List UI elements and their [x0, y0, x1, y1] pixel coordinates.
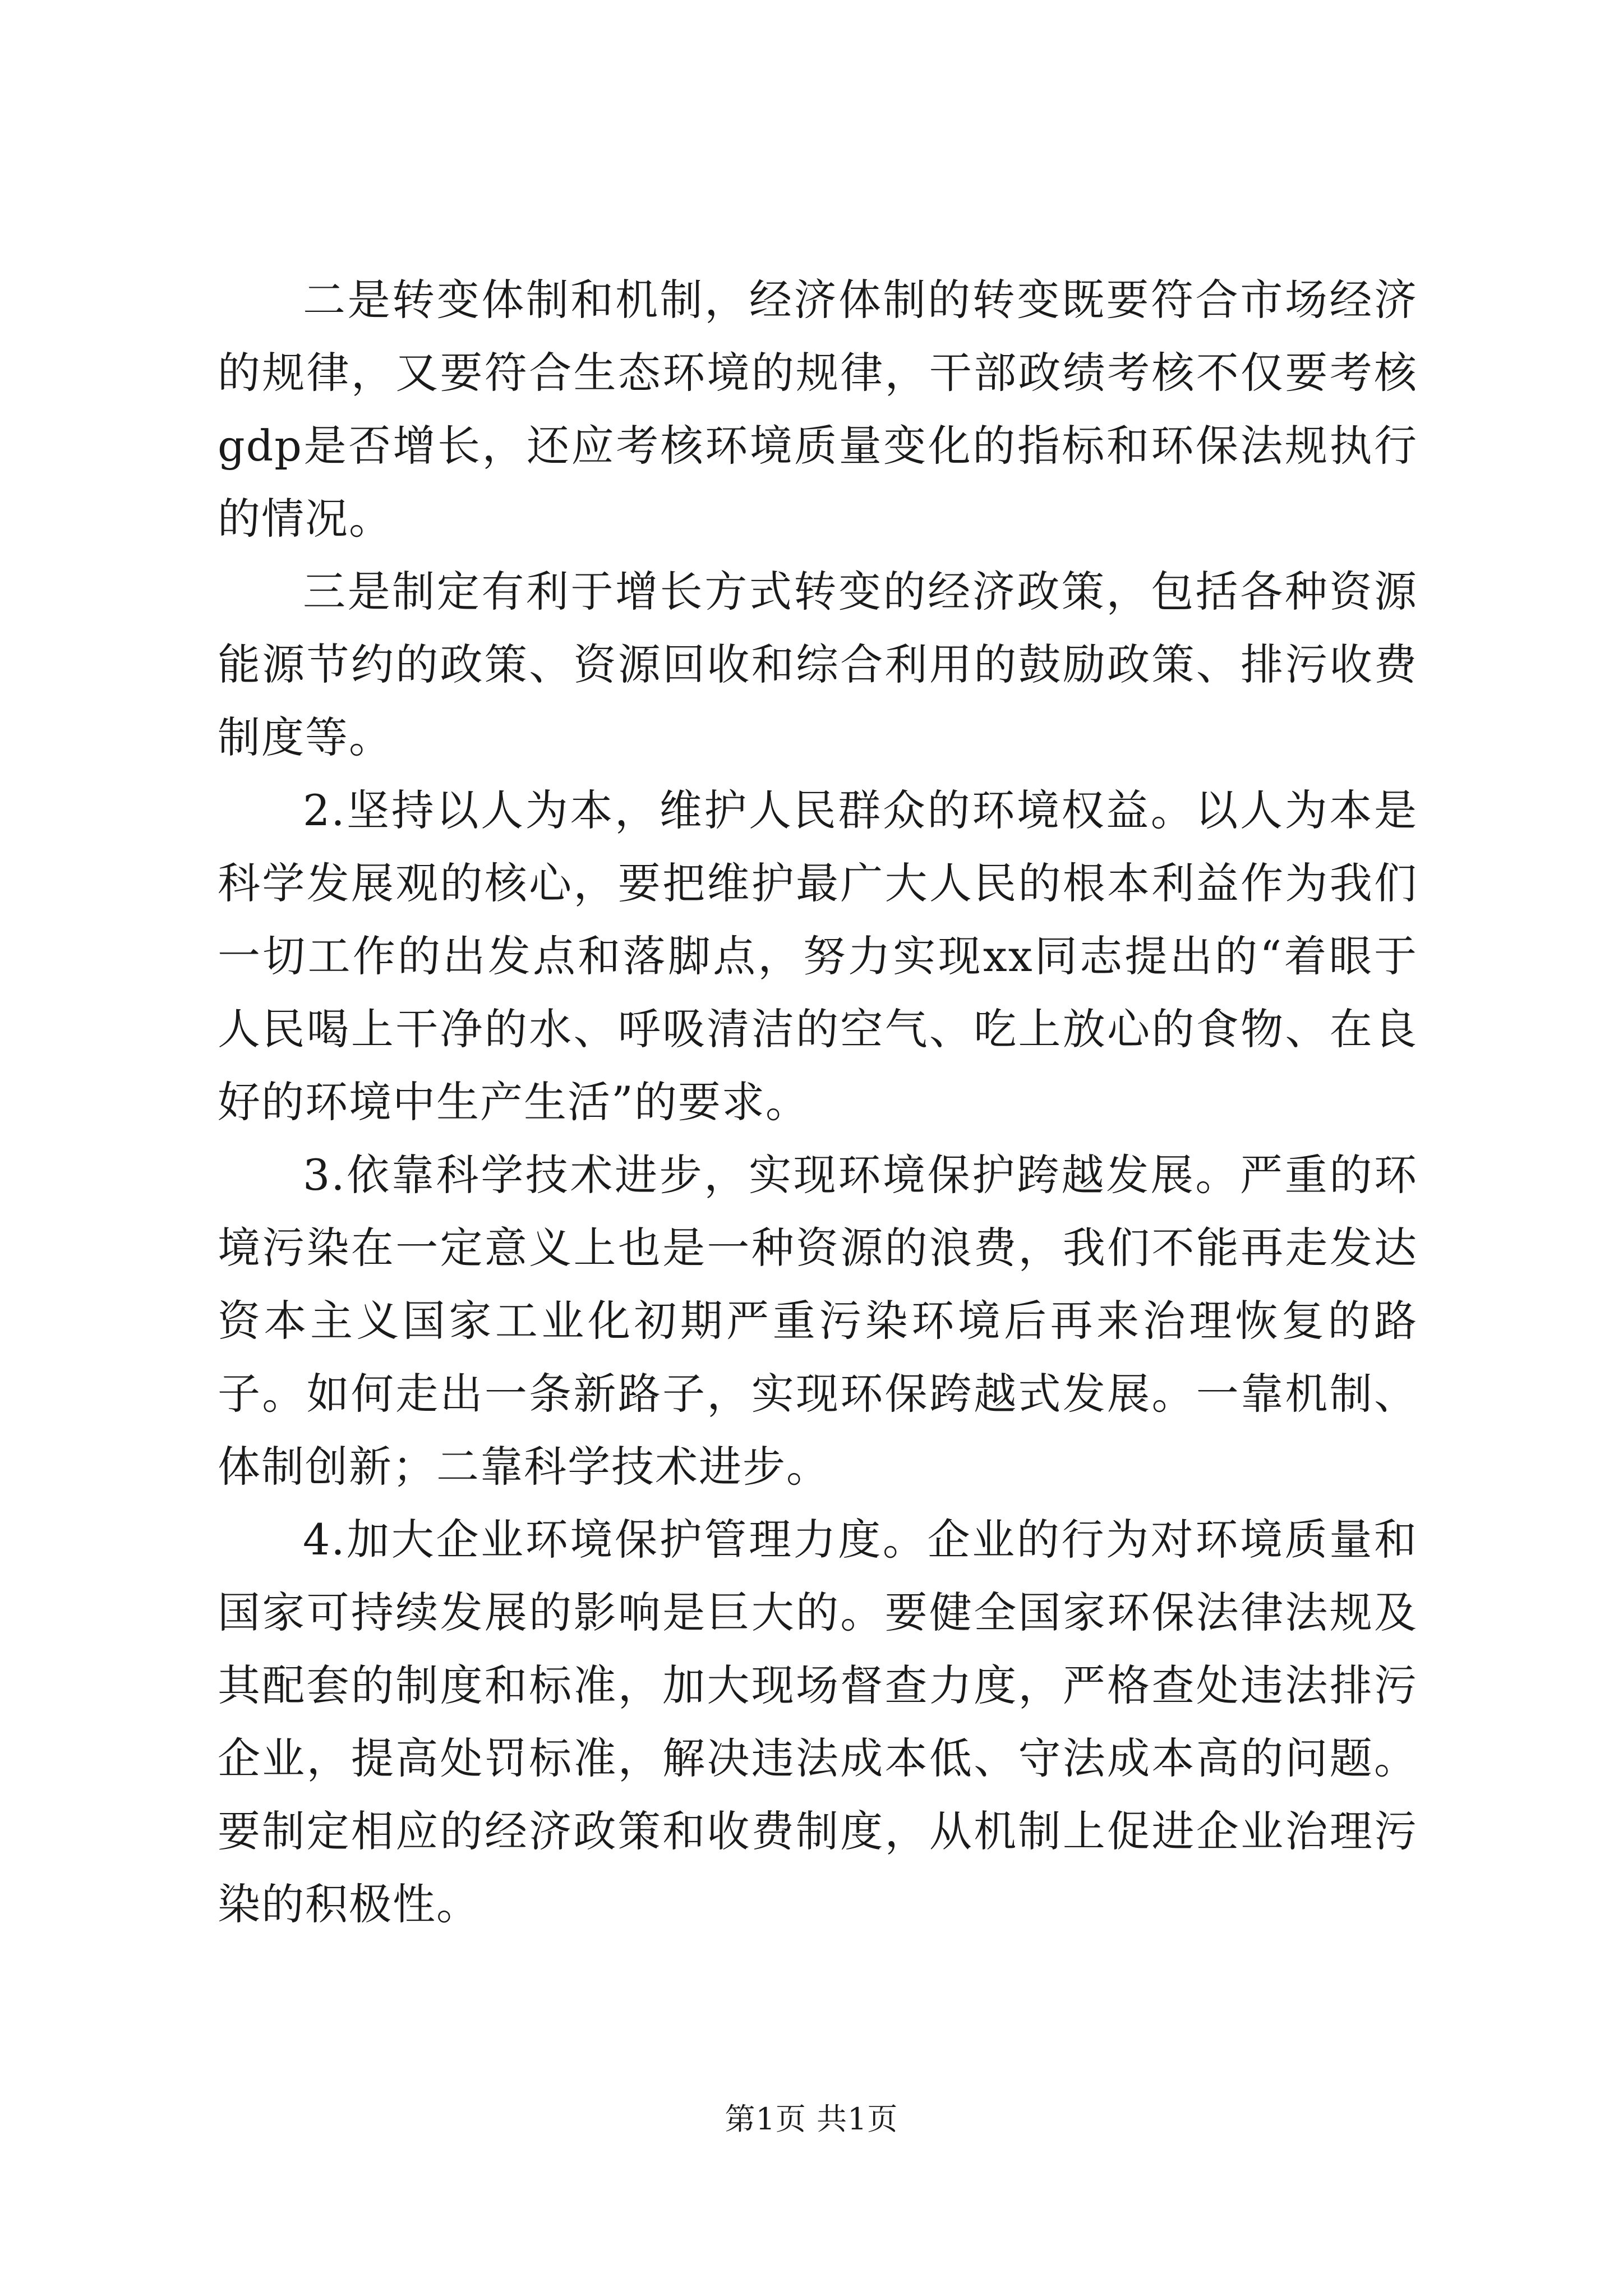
- document-body: [218, 264, 1418, 1941]
- paragraph-reform-mechanism: 二是转变体制和机制，经济体制的转变既要符合市场经济的规律，又要符合生态环境的规律，干部政绩考核不仅要考核gdp是否增长，还应考核环境质量变化的指标和环保法规执行的情况。: [218, 275, 1418, 544]
- paragraph-economic-policy: 三是制定有利于增长方式转变的经济政策，包括各种资源能源节约的政策、资源回收和综合利用的鼓励政策、排污收费制度等。: [218, 567, 1418, 762]
- page-number-footer: 第1页 共1页: [725, 2101, 898, 2137]
- paragraph-enterprise-management: 4.加大企业环境保护管理力度。企业的行为对环境质量和国家可持续发展的影响是巨大的。要健全国家环保法律法规及其配套的制度和标准，加大现场督查力度，严格查处违法排污企业，提高处罚标准，解决违法成本低、守法成本高的问题。要制定相应的经济政策和收费制度，从机制上促进企业治理污染的积极性。: [218, 1515, 1418, 1929]
- paragraph-people-oriented: 2.坚持以人为本，维护人民群众的环境权益。以人为本是科学发展观的核心，要把维护最广大人民的根本利益作为我们一切工作的出发点和落脚点，努力实现xx同志提出的“着眼于人民喝上干净的水、呼吸清洁的空气、吃上放心的食物、在良好的环境中生产生活”的要求。: [218, 785, 1418, 1127]
- paragraph-science-technology: 3.依靠科学技术进步，实现环境保护跨越发展。严重的环境污染在一定意义上也是一种资源的浪费，我们不能再走发达资本主义国家工业化初期严重污染环境后再来治理恢复的路子。如何走出一条新路子，实现环保跨越式发展。一靠机制、体制创新；二靠科学技术进步。: [218, 1150, 1418, 1492]
